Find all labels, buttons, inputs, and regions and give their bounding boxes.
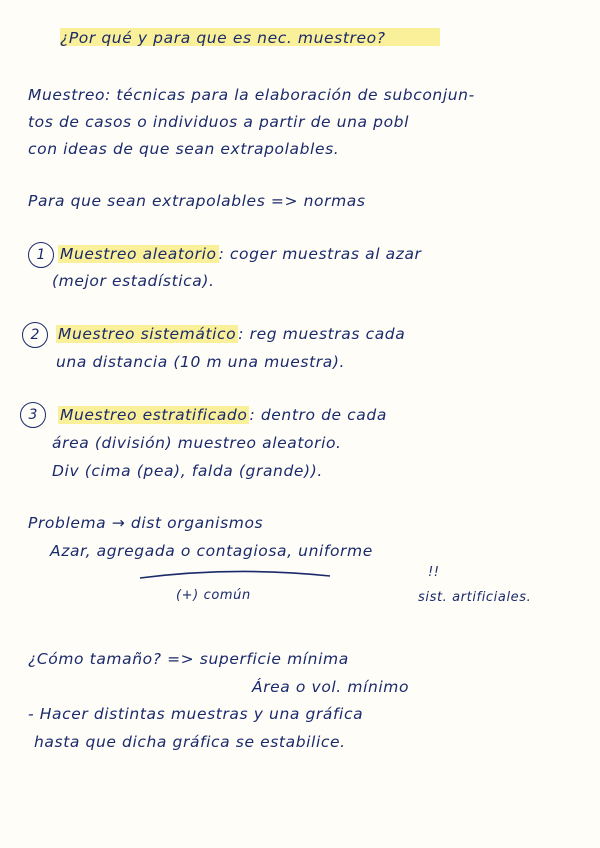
item-2-name: Muestreo sistemático	[58, 325, 237, 343]
page-title: ¿Por qué y para que es nec. muestreo?	[60, 29, 386, 47]
definition-line-2: tos de casos o individuos a partir de una pobl	[28, 113, 410, 131]
item-3-name: Muestreo estratificado	[60, 406, 248, 424]
tamano-line-4: hasta que dicha gráfica se estabilice.	[34, 733, 346, 751]
tamano-line-2: Área o vol. mínimo	[252, 678, 410, 696]
item-1-name: Muestreo aleatorio	[60, 245, 217, 263]
problema-note-left: (+) común	[176, 588, 251, 603]
item-3-rest: : dentro de cada	[249, 406, 387, 424]
problema-line-1: Problema → dist organismos	[28, 514, 264, 532]
item-1-line-2: (mejor estadística).	[52, 272, 215, 290]
item-2-line-1	[56, 325, 405, 343]
item-1-rest: : coger muestras al azar	[218, 245, 422, 263]
item-3-line-3: Div (cima (pea), falda (grande)).	[52, 462, 323, 480]
normas-intro: Para que sean extrapolables => normas	[28, 192, 366, 210]
tamano-line-1: ¿Cómo tamaño? => superficie mínima	[28, 650, 349, 668]
problema-note-right: sist. artificiales.	[418, 590, 532, 605]
item-number-2: 2	[22, 322, 48, 348]
item-number-1: 1	[28, 242, 54, 268]
item-number-3: 3	[20, 402, 46, 428]
item-3-line-2: área (división) muestreo aleatorio.	[52, 434, 342, 452]
definition-line-1: Muestreo: técnicas para la elaboración de subconjun-	[28, 86, 475, 104]
item-3-line-1	[58, 406, 387, 424]
tamano-line-3: - Hacer distintas muestras y una gráfica	[28, 705, 364, 723]
item-2-rest: : reg muestras cada	[238, 325, 406, 343]
problema-mark: !!	[428, 565, 440, 580]
problema-line-2: Azar, agregada o contagiosa, uniforme	[50, 542, 373, 560]
item-1-line-1	[58, 245, 422, 263]
definition-line-3: con ideas de que sean extrapolables.	[28, 140, 340, 158]
item-2-line-2: una distancia (10 m una muestra).	[56, 353, 345, 371]
underline-curve	[140, 571, 330, 578]
